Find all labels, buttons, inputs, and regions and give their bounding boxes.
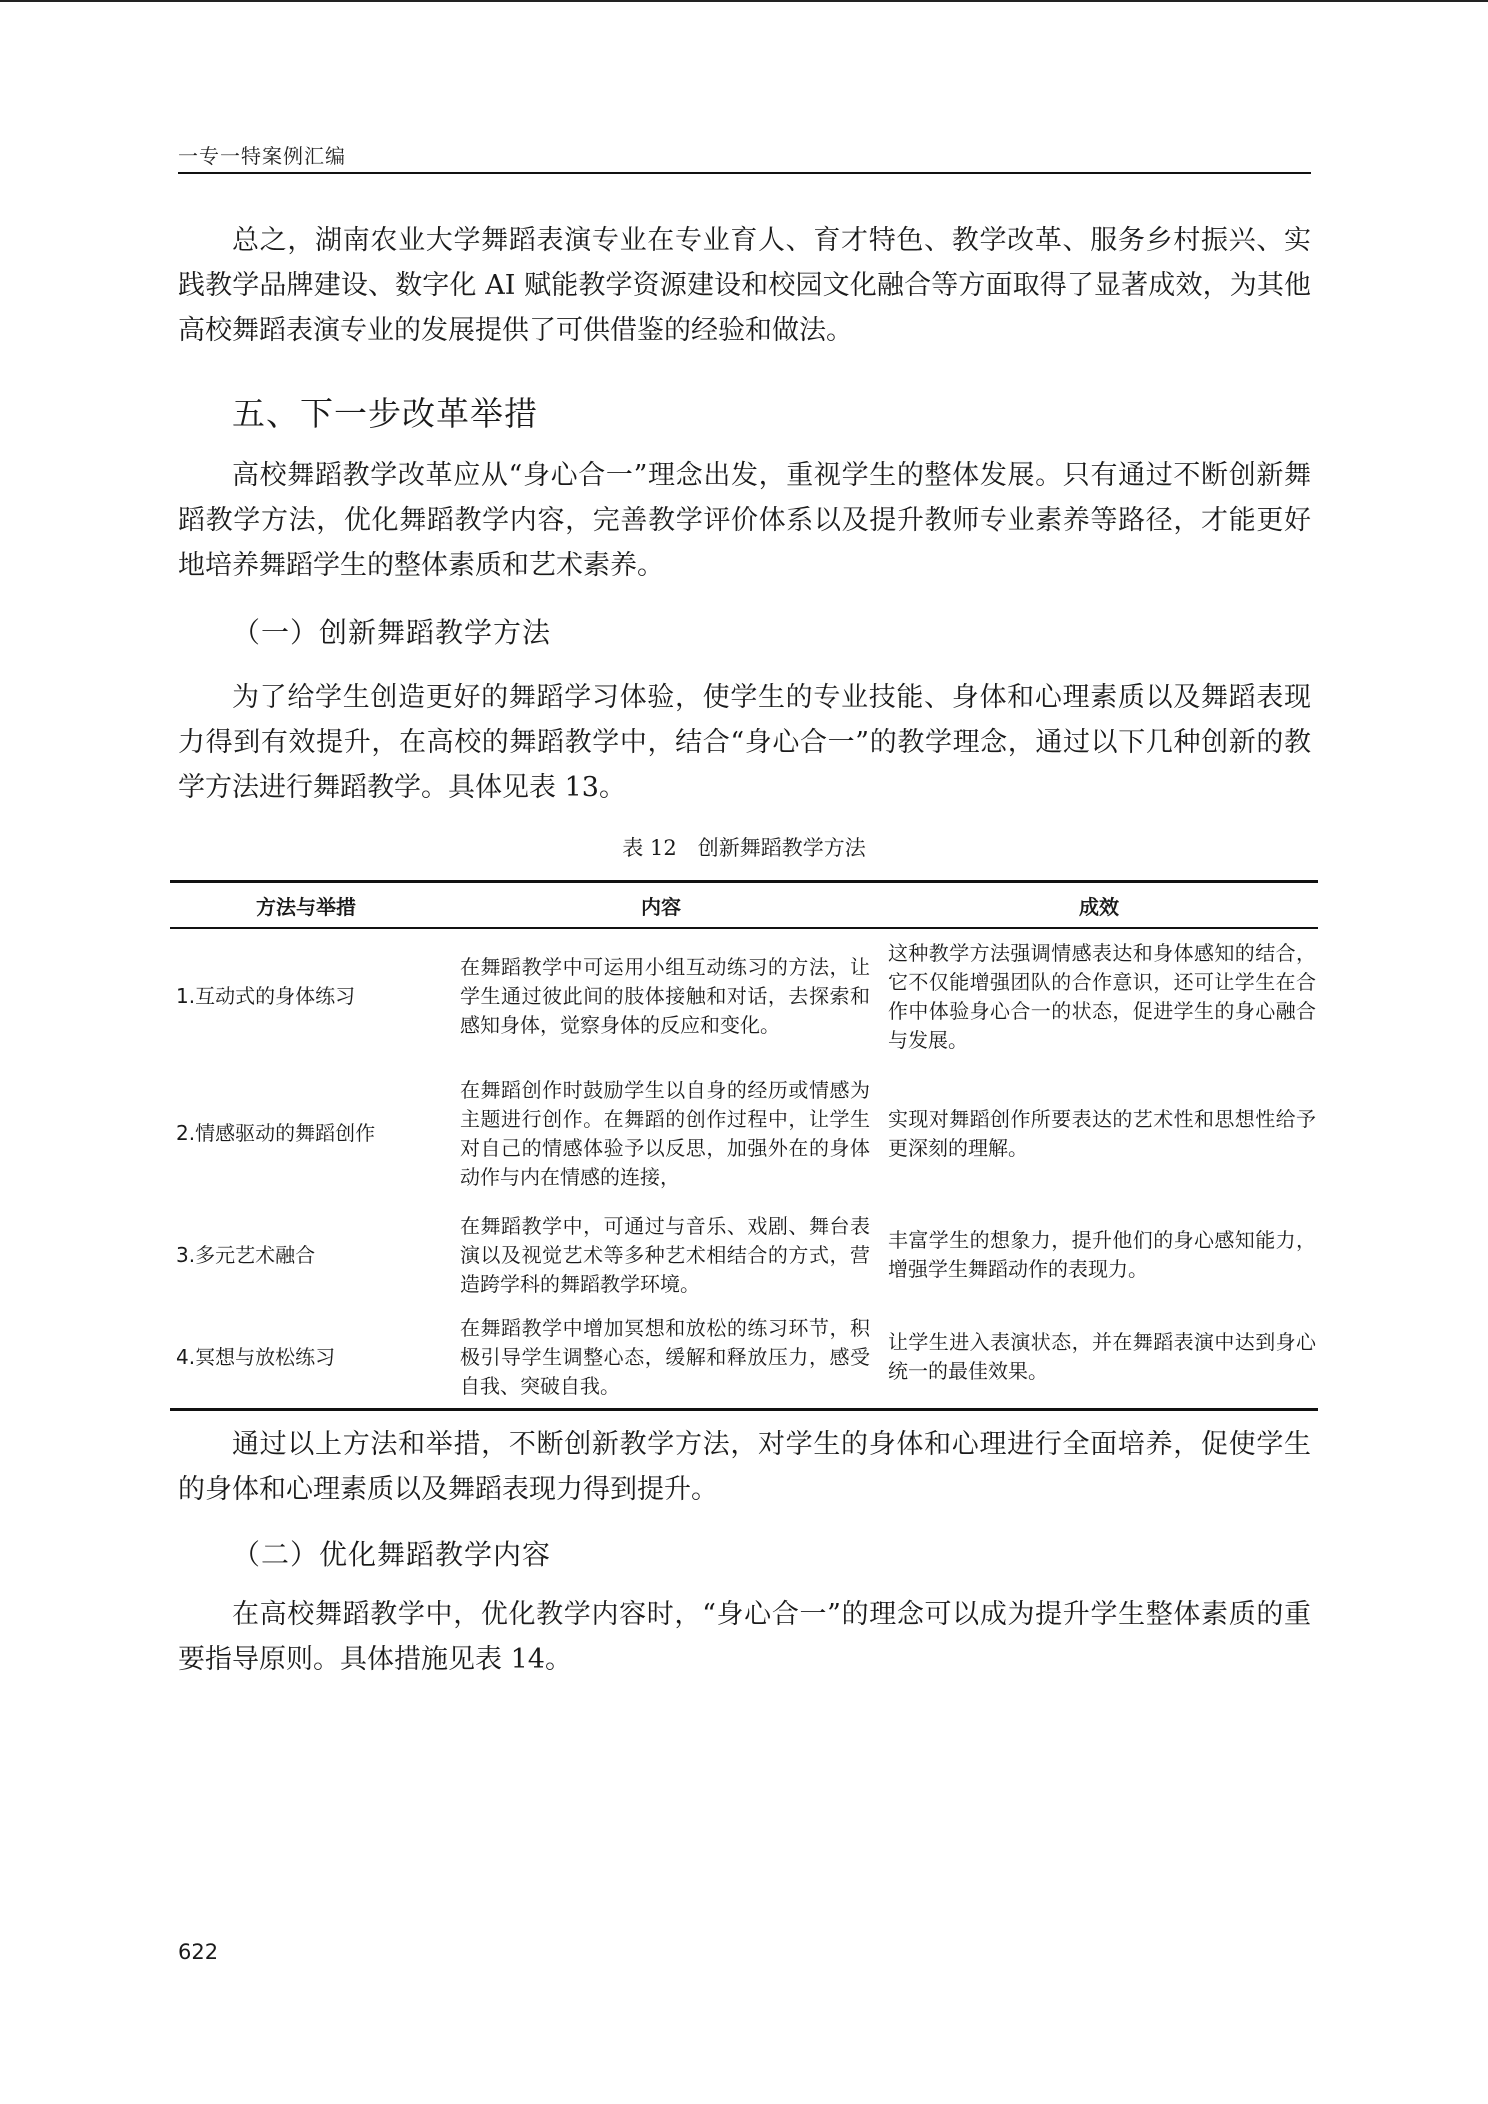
effect-cell: 丰富学生的想象力，提升他们的身心感知能力，增强学生舞蹈动作的表现力。 <box>888 1228 1316 1281</box>
subsection-heading-2: （二）优化舞蹈教学内容 <box>232 1538 552 1571</box>
running-header: 一专一特案例汇编 <box>178 144 346 168</box>
header-content: 内容 <box>442 882 880 929</box>
effect-cell: 让学生进入表演状态，并在舞蹈表演中达到身心统一的最佳效果。 <box>880 1307 1318 1409</box>
effect-cell: 实现对舞蹈创作所要表达的艺术性和思想性给予更深刻的理解。 <box>888 1106 1316 1160</box>
table-header-row <box>170 882 1318 929</box>
subsection-paragraph-1: 为了给学生创造更好的舞蹈学习体验，使学生的专业技能、身体和心理素质以及舞蹈表现力得到有效提升，在高校的舞蹈教学中，结合“身心合一”的教学理念，通过以下几种创新的教学方法进行舞蹈教学。具体见表 13。 <box>178 682 1311 803</box>
methods-table <box>170 880 1318 1411</box>
table-row <box>170 1064 1318 1203</box>
content-cell: 在舞蹈教学中增加冥想和放松的练习环节，积极引导学生调整心态，缓解和释放压力，感受自我、突破自我。 <box>442 1307 880 1409</box>
header-method: 方法与举措 <box>170 882 442 929</box>
table-row <box>170 928 1318 1064</box>
intro-paragraph: 总之，湖南农业大学舞蹈表演专业在专业育人、育才特色、教学改革、服务乡村振兴、实践教学品牌建设、数字化 AI 赋能教学资源建设和校园文化融合等方面取得了显著成效，为其他高校舞蹈表演专业的发展提供了可供借鉴的经验和做法。 <box>178 225 1311 346</box>
effect-cell: 这种教学方法强调情感表达和身体感知的结合，它不仅能增强团队的合作意识，还可让学生在合作中体验身心合一的状态，促进学生的身心融合与发展。 <box>888 940 1316 1052</box>
after-table-paragraph: 通过以上方法和举措，不断创新教学方法，对学生的身体和心理进行全面培养，促使学生的身体和心理素质以及舞蹈表现力得到提升。 <box>178 1429 1311 1505</box>
table-row <box>170 1307 1318 1409</box>
content-cell: 在舞蹈教学中，可通过与音乐、戏剧、舞台表演以及视觉艺术等多种艺术相结合的方式，营造跨学科的舞蹈教学环境。 <box>460 1213 870 1296</box>
content-cell: 在舞蹈教学中可运用小组互动练习的方法，让学生通过彼此间的肢体接触和对话，去探索和感知身体，觉察身体的反应和变化。 <box>460 955 870 1037</box>
header-rule <box>178 172 1311 174</box>
table-caption: 表 12 创新舞蹈教学方法 <box>622 836 866 860</box>
method-cell: 2.情感驱动的舞蹈创作 <box>176 1121 376 1145</box>
method-cell: 4.冥想与放松练习 <box>170 1307 442 1409</box>
section-paragraph: 高校舞蹈教学改革应从“身心合一”理念出发，重视学生的整体发展。只有通过不断创新舞蹈教学方法，优化舞蹈教学内容，完善教学评价体系以及提升教师专业素养等路径，才能更好地培养舞蹈学生的整体素质和艺术素养。 <box>178 460 1311 581</box>
method-cell: 1.互动式的身体练习 <box>176 984 356 1008</box>
content-cell: 在舞蹈创作时鼓励学生以自身的经历或情感为主题进行创作。在舞蹈的创作过程中，让学生对自己的情感体验予以反思，加强外在的身体动作与内在情感的连接， <box>460 1077 870 1189</box>
section-heading: 五、下一步改革举措 <box>232 394 538 433</box>
subsection-paragraph-2: 在高校舞蹈教学中，优化教学内容时，“身心合一”的理念可以成为提升学生整体素质的重要指导原则。具体措施见表 14。 <box>178 1599 1311 1675</box>
page-number: 622 <box>178 1940 219 1964</box>
table-row <box>170 1203 1318 1307</box>
method-cell: 3.多元艺术融合 <box>176 1242 316 1267</box>
header-effect: 成效 <box>880 882 1318 929</box>
subsection-heading-1: （一）创新舞蹈教学方法 <box>232 616 552 649</box>
top-border-line <box>0 0 1488 2</box>
